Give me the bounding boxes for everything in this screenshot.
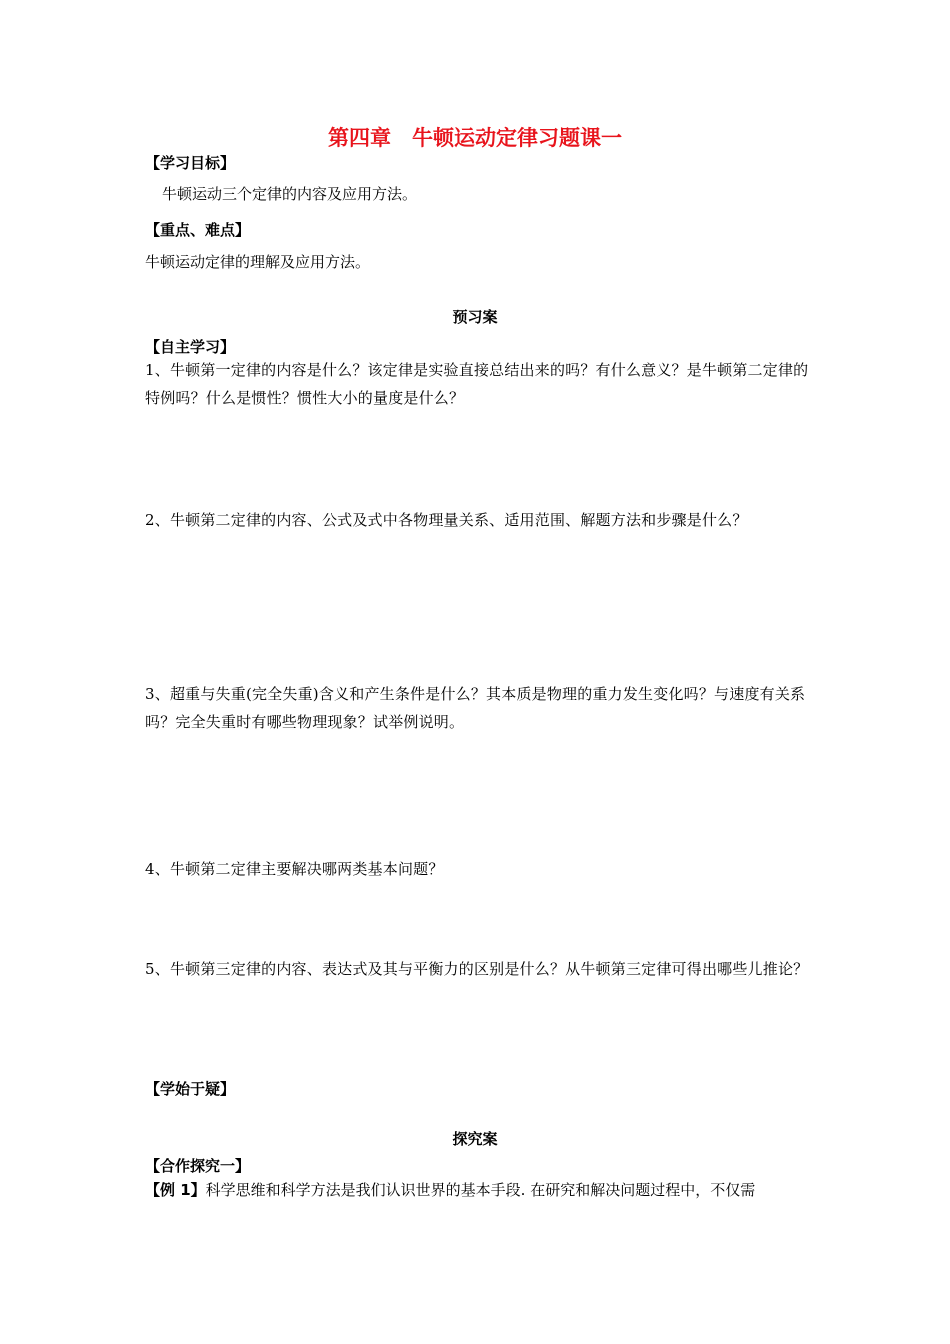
- self-study-heading: 【自主学习】: [145, 338, 236, 356]
- preview-heading: 预习案: [452, 308, 498, 326]
- explore-heading: 探究案: [452, 1130, 498, 1148]
- objectives-heading: 【学习目标】: [145, 154, 236, 172]
- question-2: 2、牛顿第二定律的内容、公式及式中各物理量关系、适用范围、解题方法和步骤是什么？: [145, 511, 748, 529]
- cooperation-heading: 【合作探究一】: [145, 1157, 251, 1175]
- example-text: 科学思维和科学方法是我们认识世界的基本手段. 在研究和解决问题过程中，不仅需: [205, 1181, 756, 1199]
- example-1: [145, 1176, 755, 1204]
- key-points-content: 牛顿运动定律的理解及应用方法。: [145, 253, 371, 271]
- question-1: 1、牛顿第一定律的内容是什么？该定律是实验直接总结出来的吗？有什么意义？是牛顿第二定律的特例吗？什么是惯性？惯性大小的量度是什么？: [145, 361, 809, 407]
- key-points-heading: 【重点、难点】: [145, 221, 251, 239]
- example-label: 【例 1】: [145, 1181, 206, 1199]
- question-5: 5、牛顿第三定律的内容、表达式及其与平衡力的区别是什么？从牛顿第三定律可得出哪些儿推论？: [145, 960, 809, 978]
- objectives-content: 牛顿运动三个定律的内容及应用方法。: [162, 185, 418, 203]
- doubt-heading: 【学始于疑】: [145, 1080, 236, 1098]
- question-3: 3、超重与失重(完全失重)含义和产生条件是什么？其本质是物理的重力发生变化吗？与速度有关系吗？完全失重时有哪些物理现象？试举例说明。: [145, 685, 806, 731]
- page-title: 第四章 牛顿运动定律习题课一: [328, 126, 622, 150]
- question-4: 4、牛顿第二定律主要解决哪两类基本问题？: [145, 860, 444, 878]
